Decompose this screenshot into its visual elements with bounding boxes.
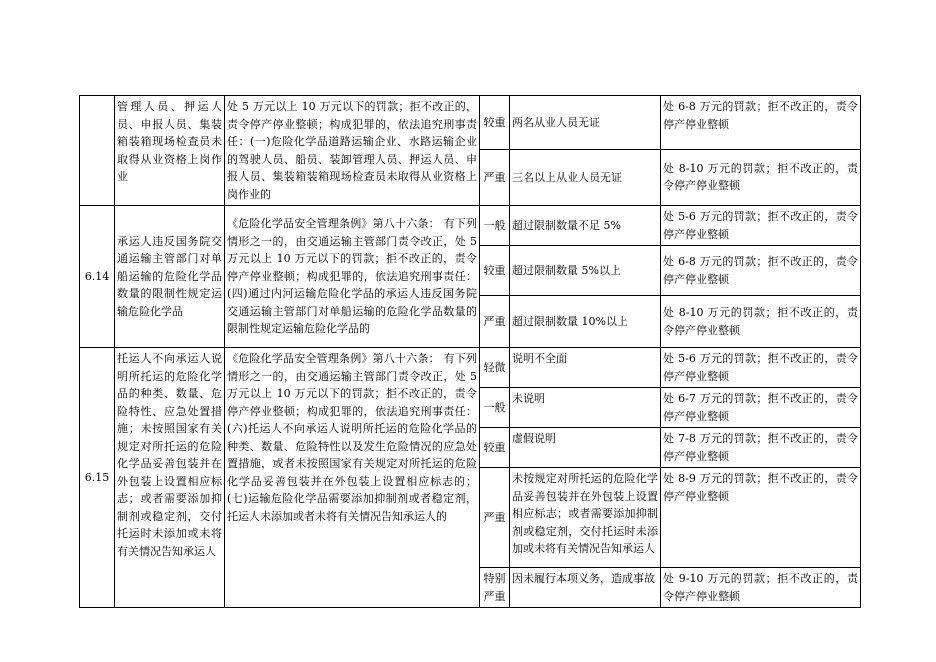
condition-text: 虚假说明 bbox=[510, 428, 661, 468]
legal-basis-text: 《危险化学品安全管理条例》第八十六条： 有下列情形之一的，由交通运输主管部门责令改正，处 5 万元以上 10 万元以下的罚款；拒不改正的，责令停产停业整顿；构成犯罪的，依法追究刑事责任：(四)通过内河运输危险化学品的承运人违反国务院交通运输主管部门对单船运输的危险化学品数量的限制性规定运输危险化学品的 bbox=[225, 206, 480, 348]
penalty-text: 处 5-6 万元的罚款；拒不改正的，责令停产停业整顿 bbox=[661, 348, 861, 388]
violation-text: 承运人违反国务院交通运输主管部门对单船运输的危险化学品数量的限制性规定运输危险化学品 bbox=[115, 206, 225, 348]
severity-level: 一般 bbox=[480, 388, 510, 428]
penalty-text: 处 7-8 万元的罚款；拒不改正的，责令停产停业整顿 bbox=[661, 428, 861, 468]
penalty-text: 处 8-10 万元的罚款；拒不改正的，责令停产停业整顿 bbox=[661, 149, 861, 205]
legal-basis-text: 处 5 万元以上 10 万元以下的罚款；拒不改正的，责令停产停业整顿；构成犯罪的，依法追究刑事责任：(一)危险化学品道路运输企业、水路运输企业的驾驶人员、船员、装卸管理人员、押运人员、申报人员、集装箱装箱现场检查员未取得从业资格上岗作业的 bbox=[225, 96, 480, 206]
penalty-text: 处 8-9 万元的罚款；拒不改正的，责令停产停业整顿 bbox=[661, 468, 861, 568]
penalty-text: 处 6-8 万元的罚款；拒不改正的，责令停产停业整顿 bbox=[661, 96, 861, 150]
penalty-text: 处 6-7 万元的罚款；拒不改正的，责令停产停业整顿 bbox=[661, 388, 861, 428]
severity-level: 较重 bbox=[480, 428, 510, 468]
severity-level: 较重 bbox=[480, 246, 510, 296]
condition-text: 超过限制数量 5%以上 bbox=[510, 246, 661, 296]
penalty-table bbox=[79, 95, 861, 608]
penalty-text: 处 5-6 万元的罚款；拒不改正的，责令停产停业整顿 bbox=[661, 206, 861, 246]
violation-text: 托运人不向承运人说明所托运的危险化学品的种类、数量、危险特性、应急处置措施；未按照国家有关规定对所托运的危险化学品妥善包装并在外包装上设置相应标志；或者需要添加抑制剂或稳定剂，交付托运时未添加或未将有关情况告知承运人 bbox=[115, 348, 225, 608]
item-number: 6.15 bbox=[80, 348, 115, 608]
condition-text: 因未履行本项义务，造成事故 bbox=[510, 568, 661, 608]
penalty-text: 处 6-8 万元的罚款；拒不改正的，责令停产停业整顿 bbox=[661, 246, 861, 296]
severity-level: 严重 bbox=[480, 149, 510, 205]
penalty-text: 处 9-10 万元的罚款；拒不改正的，责令停产停业整顿 bbox=[661, 568, 861, 608]
table-row bbox=[80, 348, 861, 388]
severity-level: 较重 bbox=[480, 96, 510, 150]
violation-text: 管理人员、押运人员、申报人员、集装箱装箱现场检查员未取得从业资格上岗作业 bbox=[115, 96, 225, 206]
condition-text: 说明不全面 bbox=[510, 348, 661, 388]
severity-level: 轻微 bbox=[480, 348, 510, 388]
penalty-text: 处 8-10 万元的罚款；拒不改正的，责令停产停业整顿 bbox=[661, 296, 861, 348]
item-number bbox=[80, 96, 115, 206]
table-row bbox=[80, 206, 861, 246]
severity-level: 严重 bbox=[480, 296, 510, 348]
severity-level: 特别严重 bbox=[480, 568, 510, 608]
table-row bbox=[80, 96, 861, 150]
condition-text: 两名从业人员无证 bbox=[510, 96, 661, 150]
legal-basis-text: 《危险化学品安全管理条例》第八十六条： 有下列情形之一的，由交通运输主管部门责令改正，处 5 万元以上 10 万元以下的罚款；拒不改正的，责令停产停业整顿；构成犯罪的，依法追究刑事责任：(六)托运人不向承运人说明所托运的危险化学品的种类、数量、危险特性以及发生危险情况的应急处置措施，或者未按照国家有关规定对所托运的危险化学品妥善包装并在外包装上设置相应标志的； (七)运输危险化学品需要添加抑制剂或者稳定剂，托运人未添加或者未将有关情况告知承运人的 bbox=[225, 348, 480, 608]
condition-text: 超过限制数量 10%以上 bbox=[510, 296, 661, 348]
severity-level: 严重 bbox=[480, 468, 510, 568]
condition-text: 未按规定对所托运的危险化学品妥善包装并在外包装上设置相应标志；或者需要添加抑制剂或稳定剂，交付托运时未添加或未将有关情况告知承运人 bbox=[510, 468, 661, 568]
condition-text: 未说明 bbox=[510, 388, 661, 428]
condition-text: 超过限制数量不足 5% bbox=[510, 206, 661, 246]
condition-text: 三名以上从业人员无证 bbox=[510, 149, 661, 205]
severity-level: 一般 bbox=[480, 206, 510, 246]
item-number: 6.14 bbox=[80, 206, 115, 348]
